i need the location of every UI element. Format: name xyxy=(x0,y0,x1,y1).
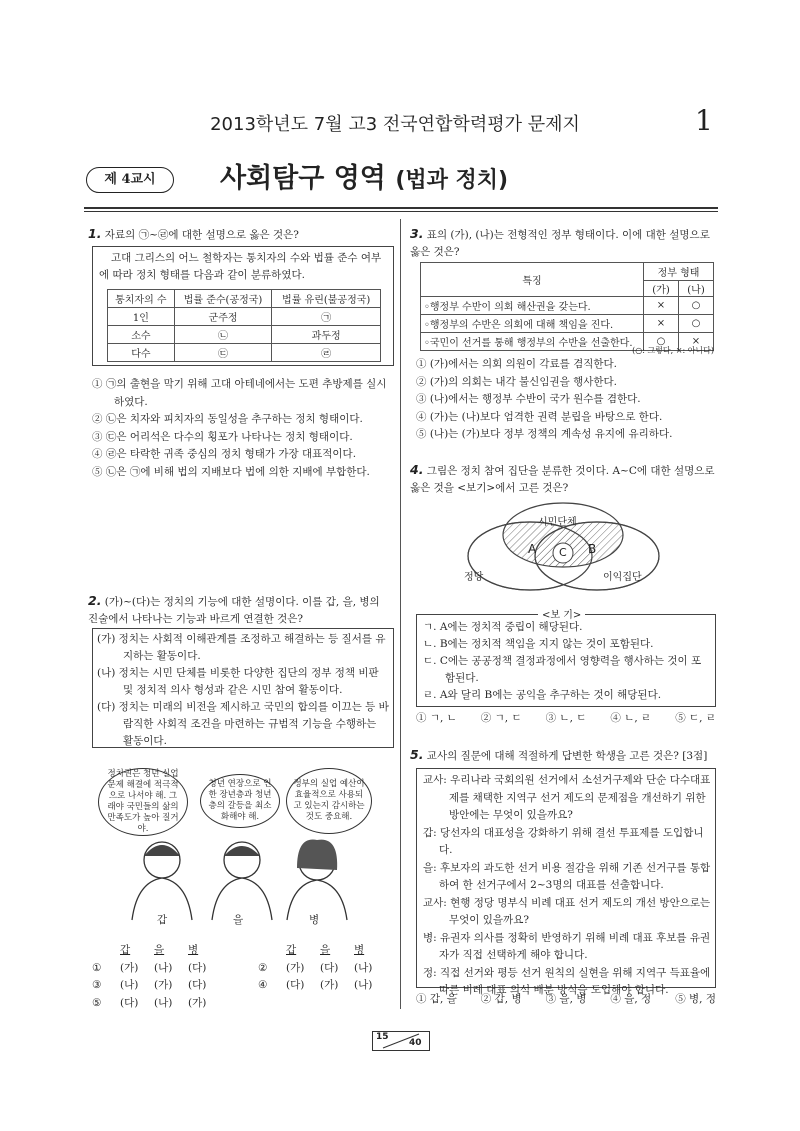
bogi-item: ㄱ. A에는 정치적 중립이 해당된다. xyxy=(423,621,583,633)
question-text: 표의 (가), (나)는 전형적인 정부 형태이다. 이에 대한 설명으로 옳은 것은? xyxy=(410,229,710,258)
page-counter xyxy=(372,1031,430,1051)
answer-option[interactable]: ② 갑, 병 xyxy=(480,993,522,1005)
q1-table xyxy=(107,289,381,362)
table-cell: ㉢ xyxy=(174,344,272,362)
table-cell: ㉠ xyxy=(272,308,381,326)
dialog-line: 교사: 우리나라 국회의원 선거에서 소선거구제와 단순 다수대표제를 채택한 지역구 선거 제도의 문제점을 개선하기 위한 방안에는 무엇이 있을까요? xyxy=(423,774,711,821)
answer-option[interactable]: ② ㉡은 치자와 피치자의 동일성을 추구하는 정치 형태이다. xyxy=(92,413,363,425)
answer-option[interactable]: ⑤ ㉡은 ㉠에 비해 법의 지배보다 법에 의한 지배에 부합한다. xyxy=(92,465,370,478)
q1-source-box xyxy=(92,246,394,366)
speech-bubble-gap: 정치권은 청년 실업 문제 해결에 적극적으로 나서야 해. 그래야 국민들의 삶의 만족도가 높아 질거야. xyxy=(98,768,188,836)
table-cell: ㉣ xyxy=(272,344,381,362)
table-header: 법률 유린(불공정국) xyxy=(272,290,381,308)
table-cell: 군주정 xyxy=(174,308,272,326)
person-gap-figure xyxy=(132,842,192,920)
bogi-item: ㄹ. A와 달리 B에는 공익을 추구하는 것이 해당된다. xyxy=(423,689,662,701)
answer-option[interactable]: ③ (나)에서는 행정부 수반이 국가 원수를 겸한다. xyxy=(416,393,641,405)
header-rule-thin xyxy=(84,211,718,212)
answer-option[interactable]: ③ ㄴ, ㄷ xyxy=(545,712,587,724)
table-cell: × xyxy=(679,333,714,351)
session-badge: 제 4교시 xyxy=(86,167,174,193)
person-byeong-figure xyxy=(287,840,347,920)
table-header: 법률 준수(공정국) xyxy=(174,290,272,308)
question-text: 그림은 정치 참여 집단을 분류한 것이다. A~C에 대한 설명으로 옳은 것을 <보기>에서 고른 것은? xyxy=(410,465,715,494)
answer-option[interactable]: ④ 을, 정 xyxy=(610,993,652,1005)
person-label: 을 xyxy=(233,914,244,926)
answer-row[interactable]: ⑤ (다) (나) (가) xyxy=(92,996,207,1009)
question-1-stem xyxy=(88,225,393,244)
dialog-line: 병: 유권자 의사를 정확히 반영하기 위해 비례 대표 후보를 유권자가 직접 선택하게 해야 합니다. xyxy=(423,931,711,961)
table-header: 정부 형태 xyxy=(644,263,714,281)
venn-label-civic: 시민단체 xyxy=(538,517,577,528)
q3-options xyxy=(416,356,716,444)
person-label: 갑 xyxy=(157,914,168,926)
question-number: 3. xyxy=(410,226,424,241)
answer-option[interactable]: ① (가)에서는 의회 의원이 각료를 겸직한다. xyxy=(416,358,618,370)
col-header: 병 xyxy=(354,944,365,956)
table-cell: 1인 xyxy=(108,308,175,326)
q2-item: (다) 정치는 미래의 비전을 제시하고 국민의 합의를 이끄는 등 바람직한 사회적 조건을 마련하는 규범적 기능을 수행하는 활동이다. xyxy=(97,701,389,747)
answer-option[interactable]: ④ (가)는 (나)보다 엄격한 권력 분립을 바탕으로 한다. xyxy=(416,410,663,423)
q3-table xyxy=(420,262,714,351)
column-divider xyxy=(400,219,401,1009)
col-header: 을 xyxy=(320,944,331,956)
col-header: 갑 xyxy=(120,944,131,956)
question-number: 2. xyxy=(88,593,102,608)
subject-main: 사회탐구 영역 xyxy=(220,163,386,194)
dialog-line: 정: 직접 선거와 평등 선거 원칙의 실현을 위해 지역구 득표율에 따른 비례 대표 의석 배분 방식을 도입해야 합니다. xyxy=(423,966,711,996)
answer-option[interactable]: ③ 을, 병 xyxy=(545,993,587,1005)
venn-region-c: C xyxy=(559,546,567,559)
subject-title xyxy=(220,156,508,195)
bogi-title: <보 기> xyxy=(538,606,585,621)
bogi-item: ㄴ. B에는 정치적 책임을 지지 않는 것이 포함된다. xyxy=(423,638,654,650)
answer-option[interactable]: ⑤ 병, 정 xyxy=(675,993,716,1005)
header-rule xyxy=(84,207,718,209)
venn-label-party: 정당 xyxy=(464,572,484,583)
answer-option[interactable]: ① ㉠의 출현을 막기 위해 고대 아테네에서는 도편 추방제를 실시하였다. xyxy=(92,378,387,408)
answer-option[interactable]: ⑤ ㄷ, ㄹ xyxy=(675,712,716,724)
bogi-box xyxy=(416,614,716,707)
dialog-line: 갑: 당선자의 대표성을 강화하기 위해 결선 투표제를 도입합니다. xyxy=(423,826,704,856)
venn-label-interest: 이익집단 xyxy=(603,572,642,583)
table-cell: × xyxy=(644,297,679,315)
answer-row[interactable]: ① (가) (나) (다) ② (가) (다) (나) xyxy=(92,961,373,974)
q4-answers xyxy=(416,710,716,725)
dialog-line: 교사: 현행 정당 명부식 비례 대표 선거 제도의 개선 방안으로는 무엇이 있을까요? xyxy=(423,896,711,926)
answer-option[interactable]: ⑤ (나)는 (가)보다 정부 정책의 계속성 유지에 유리하다. xyxy=(416,428,673,440)
q5-dialog-box xyxy=(416,768,716,996)
question-5-stem xyxy=(410,746,718,765)
exam-title: 2013학년도 7월 고3 전국연합학력평가 문제지 xyxy=(210,114,580,135)
table-cell: ◦행정부 수반이 의회 해산권을 갖는다. xyxy=(421,297,644,315)
table-header: (가) xyxy=(644,281,679,297)
page-number: 1 xyxy=(695,104,713,137)
q2-item: (가) 정치는 사회적 이해관계를 조정하고 해결하는 등 질서를 유지하는 활동이다. xyxy=(97,633,386,662)
question-number: 5. xyxy=(410,747,424,762)
answer-option[interactable]: ④ ㄴ, ㄹ xyxy=(610,712,652,724)
dialog-line: 을: 후보자의 과도한 선거 비용 절감을 위해 기존 선거구를 통합하여 한 선거구에서 2~3명의 대표를 선출합니다. xyxy=(423,861,711,891)
q5-answers xyxy=(416,991,716,1006)
bogi-item: ㄷ. C에는 공공정책 결정과정에서 영향력을 행사하는 것이 포함된다. xyxy=(423,655,702,684)
table-cell: ◦행정부의 수반은 의회에 대해 책임을 진다. xyxy=(421,315,644,333)
table-cell: 다수 xyxy=(108,344,175,362)
subject-paren: (법과 정치) xyxy=(395,168,509,193)
speech-bubble-byeong: 정부의 실업 예산이 효율적으로 사용되고 있는지 감시하는 것도 중요해. xyxy=(286,768,372,834)
q1-options xyxy=(92,376,392,481)
col-header: 병 xyxy=(188,944,199,956)
question-text: (가)~(다)는 정치의 기능에 대한 설명이다. 이를 갑, 을, 병의 진술에서 나타나는 기능과 바르게 연결한 것은? xyxy=(88,596,380,625)
answer-option[interactable]: ③ ㉢은 어리석은 다수의 횡포가 나타나는 정치 형태이다. xyxy=(92,430,353,443)
q2-answer-grid xyxy=(92,942,392,1012)
table-cell: 과두정 xyxy=(272,326,381,344)
venn-region-a: A xyxy=(528,542,537,556)
table-header: 통치자의 수 xyxy=(108,290,175,308)
answer-row[interactable]: ③ (나) (가) (다) ④ (다) (가) (나) xyxy=(92,979,373,991)
table-header: 특징 xyxy=(421,263,644,297)
q2-item: (나) 정치는 시민 단체를 비롯한 다양한 집단의 정부 정책 비판 및 정치적 의사 형성과 같은 시민 참여 활동이다. xyxy=(97,667,379,696)
col-header: 갑 xyxy=(286,944,297,956)
total-pages: 40 xyxy=(409,1038,422,1048)
answer-option[interactable]: ④ ㉣은 타락한 귀족 중심의 정치 형태가 가장 대표적이다. xyxy=(92,448,357,460)
table-header: (나) xyxy=(679,281,714,297)
table-cell: ㉡ xyxy=(174,326,272,344)
table-cell: ○ xyxy=(644,333,679,351)
answer-option[interactable]: ① ㄱ, ㄴ xyxy=(416,712,457,724)
person-eul-figure xyxy=(212,842,272,920)
q2-items-box xyxy=(92,628,394,748)
question-text: 자료의 ㉠~㉣에 대한 설명으로 옳은 것은? xyxy=(104,229,299,241)
table-cell: ◦국민이 선거를 통해 행정부의 수반을 선출한다. xyxy=(421,333,644,351)
col-header: 을 xyxy=(154,944,165,956)
q1-intro: 고대 그리스의 어느 철학자는 통치자의 수와 법률 준수 여부에 따라 정치 형태를 다음과 같이 분류하였다. xyxy=(99,252,382,281)
question-3-stem xyxy=(410,225,718,261)
answer-option[interactable]: ② ㄱ, ㄷ xyxy=(480,712,522,724)
speech-bubble-eul: 청년 연장으로 인한 장년층과 청년층의 갈등을 최소화해야 해. xyxy=(200,774,280,828)
q3-legend: (○: 그렇다, ×: 아니다) xyxy=(632,346,714,355)
current-page: 15 xyxy=(376,1032,389,1042)
answer-option[interactable]: ① 갑, 을 xyxy=(416,993,457,1005)
question-2-stem xyxy=(88,592,393,628)
question-number: 4. xyxy=(410,462,424,477)
answer-option[interactable]: ② (가)의 의회는 내각 불신임권을 행사한다. xyxy=(416,375,618,388)
question-number: 1. xyxy=(88,226,102,241)
person-label: 병 xyxy=(309,914,320,926)
venn-region-b: B xyxy=(588,542,597,556)
table-cell: × xyxy=(644,315,679,333)
question-4-stem xyxy=(410,461,718,497)
table-cell: ○ xyxy=(679,315,714,333)
table-cell: 소수 xyxy=(108,326,175,344)
question-text: 교사의 질문에 대해 적절하게 답변한 학생을 고른 것은? [3점] xyxy=(426,750,708,762)
table-cell: ○ xyxy=(679,297,714,315)
